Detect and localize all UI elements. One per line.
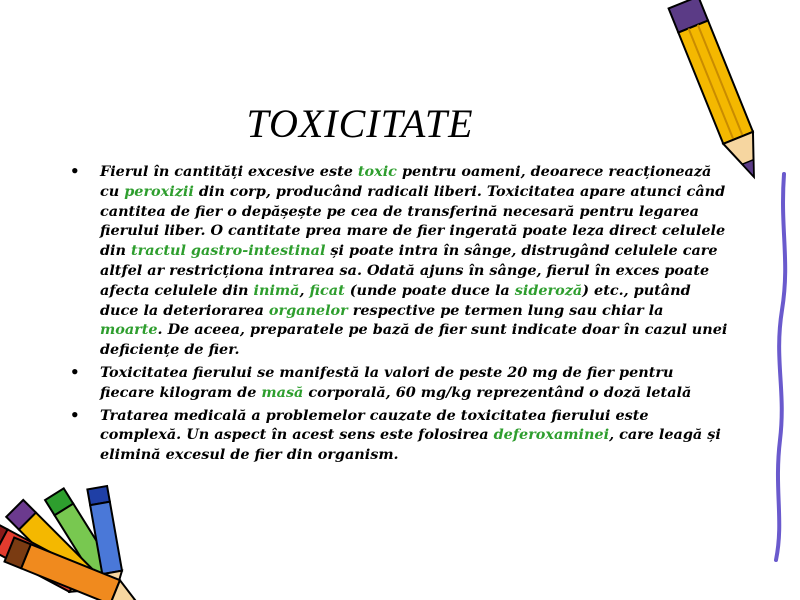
text-run: . De aceea, preparatele pe bază de fier sunt indicate doar în cazul unei deficiențe de fier. bbox=[100, 321, 728, 359]
bullet-text bbox=[100, 407, 721, 464]
text-run: pentru oameni, deoarece reacționează cu bbox=[100, 163, 712, 200]
pencil-cluster-icon bbox=[0, 478, 170, 600]
text-run: și poate intra în sânge, distrugând celulele care altfel ar restricționa intrarea sa. Odată ajuns în sânge, fierul în exces poate afecta celulele din bbox=[100, 242, 718, 299]
bullet-icon: • bbox=[70, 162, 80, 180]
hyperlink[interactable]: ficat bbox=[309, 281, 345, 299]
slide-title: TOXICITATE bbox=[246, 101, 474, 146]
text-run: respective pe termen lung sau chiar la bbox=[347, 301, 664, 319]
hyperlink[interactable]: organelor bbox=[268, 301, 348, 319]
bullet-text bbox=[100, 364, 691, 401]
hyperlink[interactable]: peroxizii bbox=[124, 182, 194, 200]
hyperlink[interactable]: inimă bbox=[253, 281, 300, 299]
bullet-text bbox=[100, 163, 727, 358]
text-run: Tratarea medicală a problemelor cauzate de toxicitatea fierului este complexă. Un aspect în acest sens este folosirea bbox=[100, 406, 649, 444]
text-run: Toxicitatea fierului se manifestă la valori de peste 20 mg de fier pentru fiecare kilogram de bbox=[100, 363, 674, 401]
hyperlink[interactable]: moarte bbox=[100, 321, 158, 339]
text-run: din corp, producând radicali liberi. Toxicitatea apare atunci când cantitea de fier o depășește pe cea de transferină necesară pentru legarea fierului liber. O cantitate prea mare de fier ingerată poate leza direct celulele din bbox=[100, 182, 726, 260]
text-run: Fierul în cantități excesive este bbox=[100, 163, 358, 180]
bullet-list bbox=[68, 162, 730, 468]
text-run: ) etc., putând duce la deteriorarea bbox=[100, 281, 691, 319]
bullet-item bbox=[68, 363, 730, 403]
text-run: , care leagă și elimină excesul de fier din organism. bbox=[100, 426, 721, 464]
hyperlink[interactable]: toxic bbox=[357, 163, 397, 180]
text-run: (unde poate duce la bbox=[344, 281, 515, 299]
bullet-item bbox=[68, 406, 730, 465]
hyperlink[interactable]: masă bbox=[261, 383, 304, 401]
hyperlink[interactable]: deferoxaminei bbox=[493, 426, 610, 444]
hyperlink[interactable]: tractul gastro-intestinal bbox=[131, 242, 326, 260]
bullet-icon: • bbox=[70, 362, 80, 381]
bullet-item bbox=[68, 162, 730, 360]
bullet-icon: • bbox=[70, 405, 80, 424]
hyperlink[interactable]: sideroză bbox=[514, 281, 583, 299]
text-run: , bbox=[299, 281, 310, 299]
blue-squiggle-icon bbox=[740, 170, 800, 570]
text-run: corporală, 60 mg/kg reprezentând o doză letală bbox=[303, 383, 692, 401]
